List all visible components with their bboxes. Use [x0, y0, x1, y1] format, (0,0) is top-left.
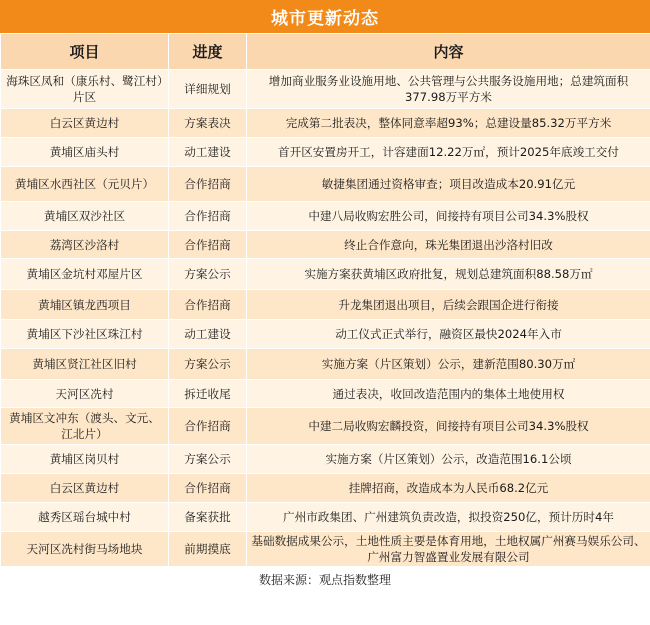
cell-project: 荔湾区沙洛村: [1, 231, 169, 259]
table-header-row: [1, 34, 650, 70]
cell-progress: 合作招商: [169, 474, 247, 503]
table-row: [1, 167, 650, 202]
cell-progress: 方案公示: [169, 349, 247, 380]
cell-project: 白云区黄边村: [1, 109, 169, 138]
cell-content: 中建八局收购宏胜公司，间接持有项目公司34.3%股权: [247, 202, 650, 231]
table-row: [1, 408, 650, 445]
cell-progress: 拆迁收尾: [169, 380, 247, 408]
cell-progress: 合作招商: [169, 167, 247, 202]
cell-progress: 备案获批: [169, 503, 247, 532]
cell-project: 黄埔区下沙社区珠江村: [1, 320, 169, 349]
data-source-note: 数据来源：观点指数整理: [258, 572, 391, 587]
cell-project: 黄埔区贤江社区旧村: [1, 349, 169, 380]
cell-progress: 合作招商: [169, 290, 247, 320]
table-row: [1, 290, 650, 320]
cell-content: 升龙集团退出项目，后续会跟国企进行衔接: [247, 290, 650, 320]
cell-content: 完成第二批表决，整体同意率超93%；总建设量85.32万平方米: [247, 109, 650, 138]
table-row: [1, 349, 650, 380]
table-row: [1, 109, 650, 138]
cell-project: 海珠区凤和（康乐村、鹭江村）片区: [1, 70, 169, 109]
cell-progress: 详细规划: [169, 70, 247, 109]
cell-content: 基础数据成果公示，土地性质主要是体育用地，土地权属广州赛马娱乐公司、广州富力智盛置业发展有限公司: [247, 532, 650, 567]
cell-progress: 合作招商: [169, 231, 247, 259]
table-row: [1, 138, 650, 167]
cell-content: 终止合作意向，珠光集团退出沙洛村旧改: [247, 231, 650, 259]
cell-content: 中建二局收购宏麟投资，间接持有项目公司34.3%股权: [247, 408, 650, 445]
header-content: 内容: [247, 34, 650, 70]
cell-content: 实施方案获黄埔区政府批复，规划总建筑面积88.58万㎡: [247, 259, 650, 290]
cell-project: 黄埔区镇龙西项目: [1, 290, 169, 320]
cell-content: 首开区安置房开工，计容建面12.22万㎡，预计2025年底竣工交付: [247, 138, 650, 167]
cell-content: 动工仪式正式举行，融资区最快2024年入市: [247, 320, 650, 349]
cell-project: 黄埔区水西社区（元贝片）: [1, 167, 169, 202]
cell-progress: 合作招商: [169, 408, 247, 445]
table-row: [1, 503, 650, 532]
cell-project: 黄埔区文冲东（渡头、文元、江北片）: [1, 408, 169, 445]
cell-progress: 动工建设: [169, 320, 247, 349]
cell-project: 黄埔区金坑村邓屋片区: [1, 259, 169, 290]
table-row: [1, 532, 650, 567]
table-row: [1, 474, 650, 503]
cell-content: 实施方案（片区策划）公示，改造范围16.1公顷: [247, 445, 650, 474]
cell-progress: 方案公示: [169, 445, 247, 474]
cell-content: 通过表决，收回改造范围内的集体土地使用权: [247, 380, 650, 408]
cell-progress: 动工建设: [169, 138, 247, 167]
cell-project: 黄埔区庙头村: [1, 138, 169, 167]
table-row: [1, 70, 650, 109]
cell-content: 广州市政集团、广州建筑负责改造，拟投资250亿，预计历时4年: [247, 503, 650, 532]
cell-progress: 前期摸底: [169, 532, 247, 567]
table-row: [1, 320, 650, 349]
cell-content: 敏捷集团通过资格审查；项目改造成本20.91亿元: [247, 167, 650, 202]
cell-project: 越秀区瑶台城中村: [1, 503, 169, 532]
cell-progress: 方案表决: [169, 109, 247, 138]
cell-project: 天河区冼村街马场地块: [1, 532, 169, 567]
table-row: [1, 445, 650, 474]
header-progress: 进度: [169, 34, 247, 70]
cell-content: 挂牌招商，改造成本为人民币68.2亿元: [247, 474, 650, 503]
table-row: [1, 259, 650, 290]
cell-content: 实施方案（片区策划）公示，建新范围80.30万㎡: [247, 349, 650, 380]
cell-project: 黄埔区双沙社区: [1, 202, 169, 231]
cell-project: 黄埔区岗贝村: [1, 445, 169, 474]
table-row: [1, 380, 650, 408]
table-row: [1, 231, 650, 259]
header-project: 项目: [1, 34, 169, 70]
cell-progress: 合作招商: [169, 202, 247, 231]
table-row: [1, 202, 650, 231]
update-table: [0, 33, 650, 567]
cell-content: 增加商业服务业设施用地、公共管理与公共服务设施用地；总建筑面积377.98万平方米: [247, 70, 650, 109]
cell-project: 天河区冼村: [1, 380, 169, 408]
cell-progress: 方案公示: [169, 259, 247, 290]
page-title: 城市更新动态: [0, 0, 650, 33]
cell-project: 白云区黄边村: [1, 474, 169, 503]
